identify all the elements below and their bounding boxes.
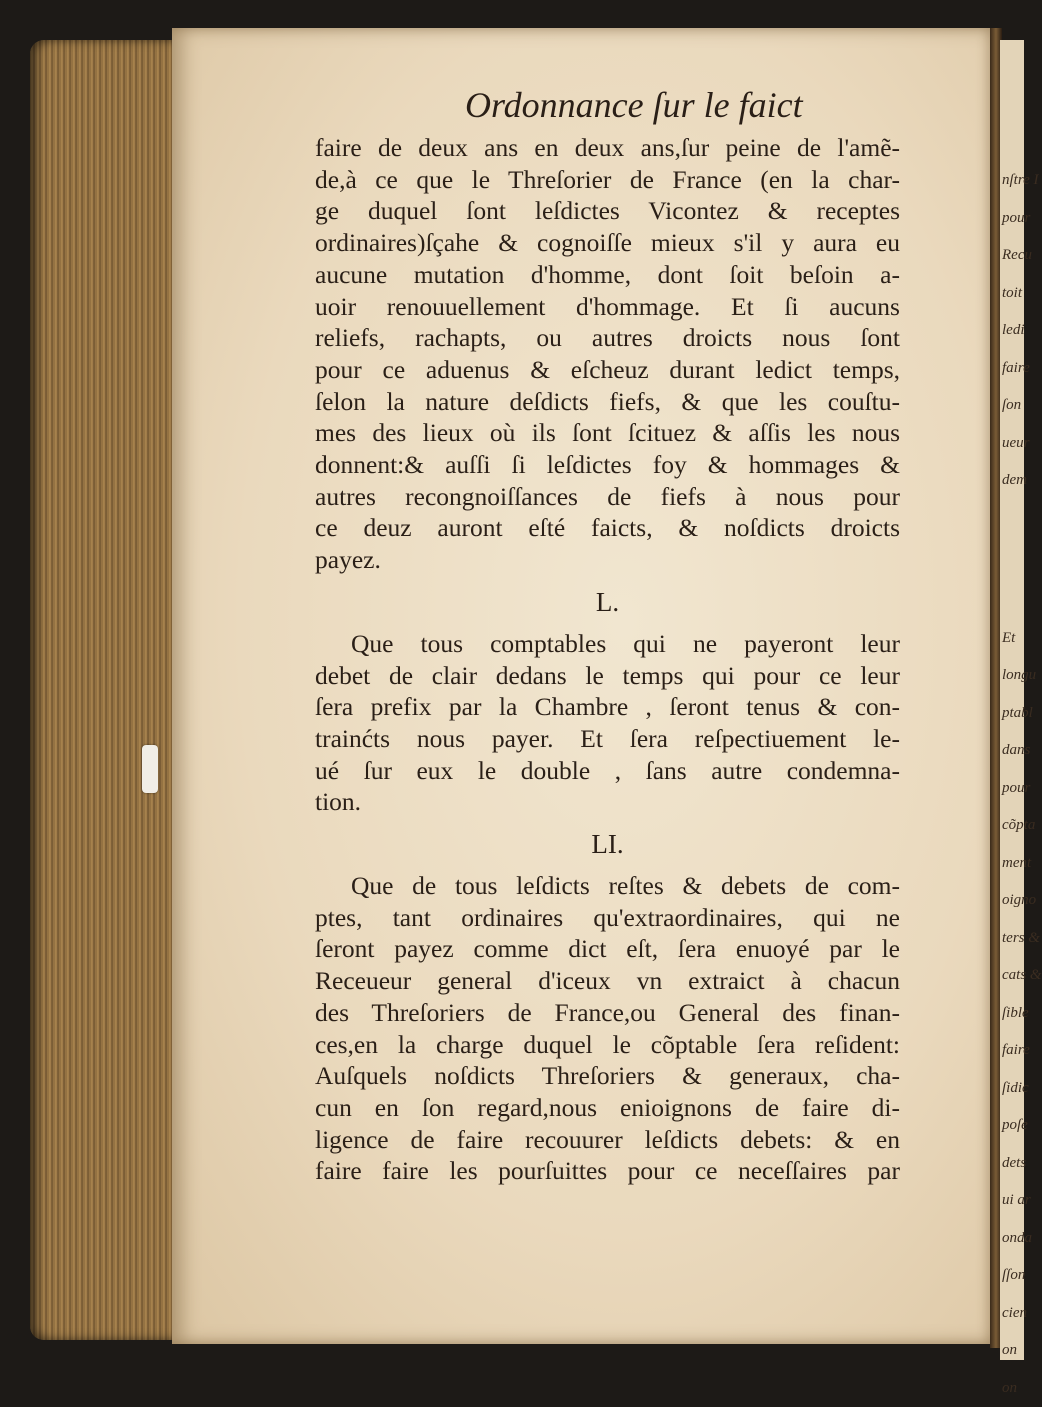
text-line: ge duquel ſont leſdictes Vicontez & receptes [315, 195, 900, 227]
text-line: trainćts nous payer. Et ſera reſpectiuement le- [315, 723, 900, 755]
facing-fragment: ſidic [1000, 1070, 1024, 1108]
facing-fragment: dem [1000, 462, 1024, 500]
text-line: ce deuz auront eſté faicts, & noſdicts droicts [315, 512, 900, 544]
text-line: mes des lieux où ils ſont ſcituez & aſſis les nous [315, 417, 900, 449]
text-line: Que tous comptables qui ne payeront leur [315, 628, 900, 660]
facing-fragment: faire [1000, 350, 1024, 388]
facing-fragment: pour [1000, 200, 1024, 238]
text-line: faire faire les pourſuittes pour ce neceſſaires par [315, 1155, 900, 1187]
text-line: Auſquels noſdicts Threſoriers & generaux, cha- [315, 1060, 900, 1092]
section-number: LI. [315, 822, 900, 866]
paragraph-continuation [315, 132, 900, 576]
facing-fragment: cien [1000, 1295, 1024, 1333]
text-line: aucune mutation d'homme, dont ſoit beſoin a- [315, 259, 900, 291]
text-line: de,à ce que le Threſorier de France (en la char- [315, 164, 900, 196]
text-line: ptes, tant ordinaires qu'extraordinaires, qui ne [315, 902, 900, 934]
text-line: ces,en la charge duquel le cõptable ſera reſident: [315, 1029, 900, 1061]
facing-fragment: nſtre I [1000, 162, 1024, 200]
text-line: Que de tous leſdicts reſtes & debets de com- [315, 870, 900, 902]
facing-fragment: ſſon [1000, 1257, 1024, 1295]
facing-fragment: cõpta [1000, 807, 1024, 845]
paragraph-section-l [315, 628, 900, 818]
text-line: ſera prefix par la Chambre , ſeront tenus & con- [315, 691, 900, 723]
facing-fragment: Et [1000, 620, 1024, 658]
text-line: cun en ſon regard,nous enioignons de faire di- [315, 1092, 900, 1124]
text-line: ſeront payez comme dict eſt, ſera enuoyé par le [315, 933, 900, 965]
text-line: autres recongnoiſſances de fiefs à nous pour [315, 481, 900, 513]
facing-fragment: faire [1000, 1032, 1024, 1070]
text-line: reliefs, rachapts, ou autres droicts nous ſont [315, 322, 900, 354]
text-line: Receueur general d'iceux vn extraict à chacun [315, 965, 900, 997]
text-line: donnent:& auſſi ſi leſdictes foy & hommages & [315, 449, 900, 481]
facing-fragment: dans [1000, 732, 1024, 770]
facing-fragment: cats & [1000, 957, 1024, 995]
facing-fragment: dets [1000, 1145, 1024, 1183]
text-line: des Threſoriers de France,ou General des finan- [315, 997, 900, 1029]
facing-page-edge [1000, 40, 1024, 1360]
facing-fragment: toit [1000, 275, 1024, 313]
facing-fragment: longu [1000, 657, 1024, 695]
facing-fragment: oigno [1000, 882, 1024, 920]
page-edges [30, 40, 190, 1340]
facing-fragment: onda [1000, 1220, 1024, 1258]
section-number: L. [315, 580, 900, 624]
text-line: uoir renouuellement d'hommage. Et ſi aucuns [315, 291, 900, 323]
paragraph-section-li [315, 870, 900, 1187]
text-line: tion. [315, 786, 900, 818]
text-line: pour ce aduenus & eſcheuz durant ledict temps, [315, 354, 900, 386]
text-line: ué ſur eux le double , ſans autre condemna- [315, 755, 900, 787]
facing-fragment: pour [1000, 770, 1024, 808]
facing-fragment: on [1000, 1332, 1024, 1370]
facing-fragment: ptabl [1000, 695, 1024, 733]
facing-fragment: on [1000, 1370, 1024, 1407]
facing-fragment: ueur [1000, 425, 1024, 463]
text-line: ordinaires)ſçahe & cognoiſſe mieux s'il y aura eu [315, 227, 900, 259]
text-line: ligence de faire recouurer leſdicts debets: & en [315, 1124, 900, 1156]
text-line: payez. [315, 544, 900, 576]
facing-fragment: ui ar [1000, 1182, 1024, 1220]
body-text [315, 132, 900, 1187]
edge-bookmark [142, 745, 158, 793]
facing-fragment: ſible [1000, 995, 1024, 1033]
facing-fragment: Recu [1000, 237, 1024, 275]
text-line: faire de deux ans en deux ans,ſur peine de l'amẽ- [315, 132, 900, 164]
text-line: ſelon la nature deſdicts fiefs, & que les couſtu- [315, 386, 900, 418]
facing-fragment: ledi [1000, 312, 1024, 350]
facing-fragment: ſon [1000, 387, 1024, 425]
text-line: debet de clair dedans le temps qui pour ce leur [315, 660, 900, 692]
facing-fragment: ment [1000, 845, 1024, 883]
facing-fragment: poſe [1000, 1107, 1024, 1145]
running-head: Ordonnance ſur le faict [465, 84, 803, 126]
facing-fragment: ters & [1000, 920, 1024, 958]
